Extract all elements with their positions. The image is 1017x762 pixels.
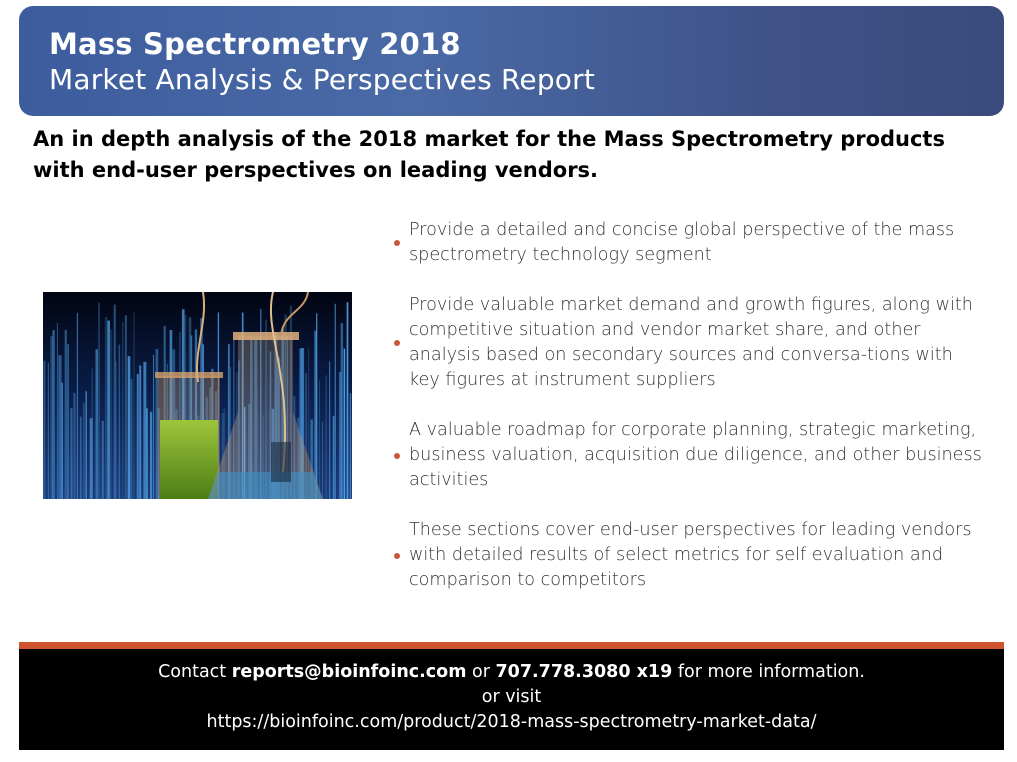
light-streak <box>83 403 85 499</box>
light-streak <box>86 391 87 499</box>
light-streak <box>102 421 104 499</box>
light-streak <box>146 408 148 499</box>
light-streak <box>122 322 123 499</box>
contact-email-link[interactable]: reports@bioinfoinc.com <box>231 662 467 682</box>
light-streak <box>333 416 335 499</box>
light-streak <box>335 304 336 499</box>
light-streak <box>131 379 133 499</box>
list-item <box>392 293 982 393</box>
light-streak <box>57 323 58 499</box>
light-streak <box>133 312 134 499</box>
light-streak <box>329 361 330 499</box>
header-banner <box>19 6 1004 116</box>
light-streak <box>350 393 351 499</box>
lab-glassware-illustration <box>43 292 352 499</box>
visit-text: or visit <box>481 687 542 707</box>
list-item <box>392 518 982 593</box>
contact-suffix: for more information. <box>672 662 865 682</box>
lab-glassware-photo <box>43 292 352 499</box>
light-streak <box>114 305 116 499</box>
light-streak <box>98 303 100 499</box>
light-streak <box>347 302 349 499</box>
light-streak <box>43 361 45 499</box>
list-item <box>392 218 982 268</box>
report-title: Mass Spectrometry 2018 <box>49 27 461 61</box>
light-streak <box>116 361 117 499</box>
light-streak <box>70 408 72 499</box>
bullet-dot-icon <box>394 240 400 246</box>
light-streak <box>92 369 93 499</box>
light-streak <box>125 315 127 499</box>
list-item-text: Provide valuable market demand and growth figures, along with competitive situation and vendor market share, and other analysis based on secondary sources and conversa-tions with key figures at instrument suppliers <box>409 295 973 390</box>
product-url-link[interactable]: https://bioinfoinc.com/product/2018-mass-spectrometry-market-data/ <box>206 712 817 732</box>
light-streak <box>319 381 320 499</box>
light-streak <box>73 393 75 499</box>
light-streak <box>48 363 49 499</box>
light-streak <box>341 323 343 499</box>
feature-list <box>392 218 982 618</box>
light-streak <box>128 356 131 499</box>
light-streak <box>322 422 323 499</box>
light-streak <box>139 365 141 499</box>
light-streak <box>316 313 317 499</box>
light-streak <box>326 375 327 499</box>
list-item <box>392 418 982 493</box>
light-streak <box>61 383 63 499</box>
light-streak <box>67 344 69 499</box>
contact-footer <box>19 649 1004 750</box>
light-streak <box>52 330 54 499</box>
list-item-text: Provide a detailed and concise global perspective of the mass spectrometry technology segment <box>409 220 955 265</box>
light-streak <box>153 355 154 499</box>
light-streak <box>58 355 61 499</box>
list-item-text: A valuable roadmap for corporate planning, strategic marketing, business valuation, acquisition due diligence, and other business activities <box>409 420 982 490</box>
contact-or: or <box>466 662 496 682</box>
contact-prefix: Contact <box>158 662 232 682</box>
light-streak <box>80 417 82 499</box>
footer-divider <box>19 642 1004 649</box>
bullet-dot-icon <box>394 453 400 459</box>
report-subtitle: Market Analysis & Perspectives Report <box>49 63 596 96</box>
lead-paragraph: An in depth analysis of the 2018 market for the Mass Spectrometry products with end-user perspectives on leading vendors. <box>33 127 945 182</box>
contact-phone[interactable]: 707.778.3080 x19 <box>495 662 673 682</box>
light-streak <box>77 313 78 499</box>
light-streak <box>150 412 152 499</box>
bullet-dot-icon <box>394 340 400 346</box>
light-streak <box>344 349 346 499</box>
light-streak <box>105 317 108 499</box>
light-streak <box>119 345 121 499</box>
light-streak <box>143 362 146 499</box>
bullet-dot-icon <box>394 553 400 559</box>
light-streak <box>109 330 112 499</box>
list-item-text: These sections cover end-user perspectives for leading vendors with detailed results of select metrics for self evaluation and comparison to competitors <box>409 520 972 590</box>
light-streak <box>95 349 98 499</box>
contact-line <box>19 660 1004 685</box>
light-streak <box>65 330 67 499</box>
light-streak <box>137 374 139 499</box>
